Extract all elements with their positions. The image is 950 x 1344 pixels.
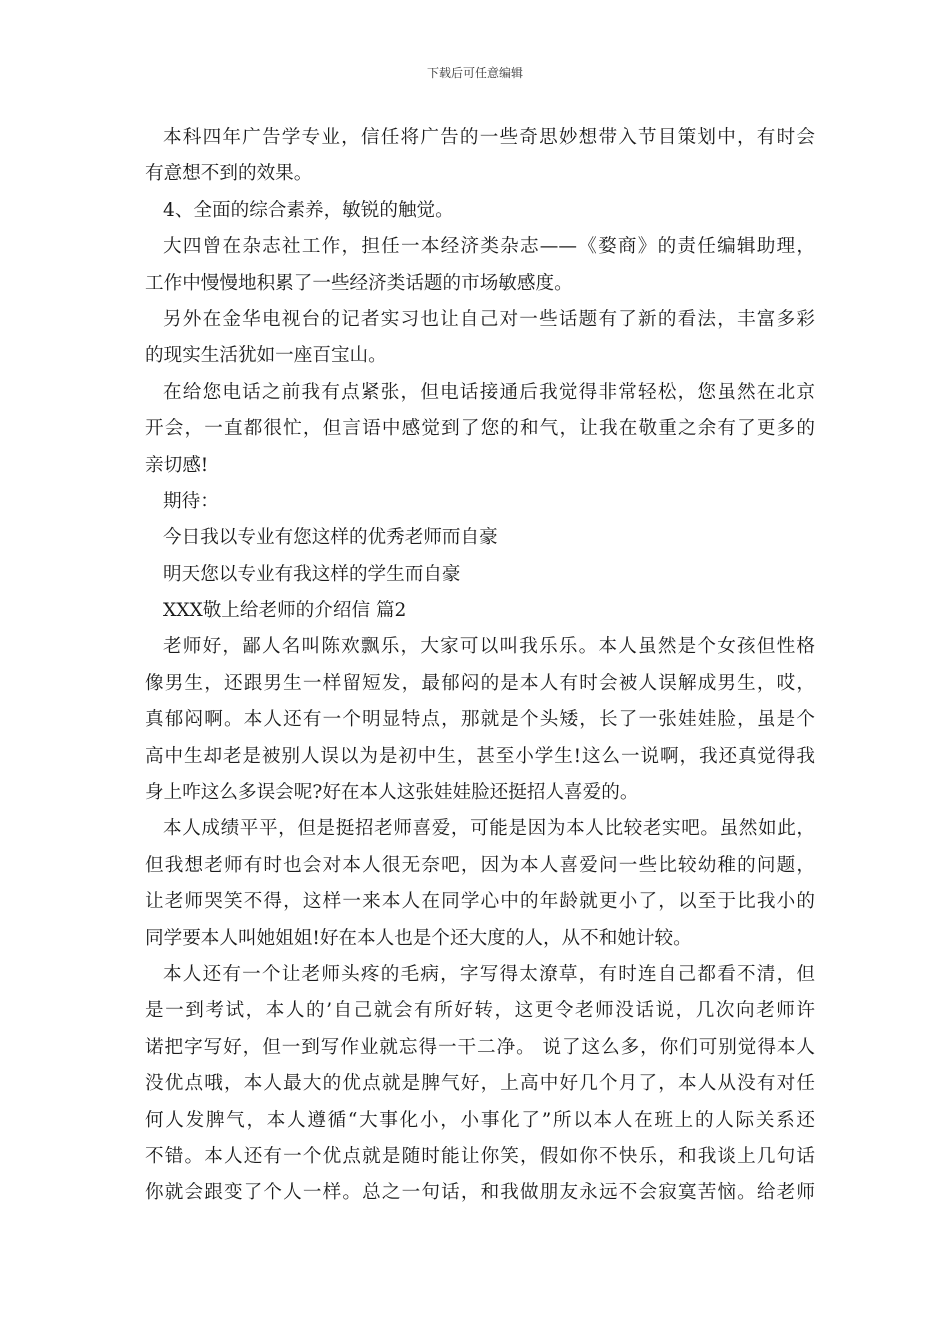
text-line: 明天您以专业有我这样的学生而自豪 xyxy=(163,563,461,585)
text-line: 老师好，鄙人名叫陈欢飘乐，大家可以叫我乐乐。本人虽然是个女孩但性格 xyxy=(163,636,815,658)
text-line: 像男生，还跟男生一样留短发，最郁闷的是本人有时会被人误解成男生，哎， xyxy=(145,672,815,694)
text-line: XXX敬上给老师的介绍信 篇2 xyxy=(163,600,407,622)
text-line: 是一到考试，本人的’自己就会有所好转，这更令老师没话说，几次向老师许 xyxy=(145,1000,815,1022)
text-line: 身上咋这么多误会呢?好在本人这张娃娃脸还挺招人喜爱的。 xyxy=(145,782,639,804)
paragraph xyxy=(145,193,815,229)
text-line: 本人还有一个让老师头疼的毛病，字写得太潦草，有时连自己都看不清，但 xyxy=(163,963,815,985)
document-body xyxy=(145,120,815,1212)
text-line: 但我想老师有时也会对本人很无奈吧，因为本人喜爱问一些比较幼稚的问题， xyxy=(145,854,815,876)
text-line: 工作中慢慢地积累了一些经济类话题的市场敏感度。 xyxy=(145,272,573,294)
paragraph xyxy=(145,120,815,193)
text-line: 期待： xyxy=(163,490,219,512)
paragraph xyxy=(145,520,815,556)
text-line: 在给您电话之前我有点紧张，但电话接通后我觉得非常轻松，您虽然在北京 xyxy=(163,381,815,403)
text-line: 亲切感! xyxy=(145,454,209,476)
paragraph xyxy=(145,957,815,1212)
paragraph xyxy=(145,229,815,302)
text-line: 本人成绩平平，但是挺招老师喜爱，可能是因为本人比较老实吧。虽然如此， xyxy=(163,818,815,840)
paragraph xyxy=(145,375,815,484)
text-line: 诺把字写好，但一到写作业就忘得一干二净。 说了这么多，你们可别觉得本人 xyxy=(145,1036,815,1058)
text-line: 没优点哦，本人最大的优点就是脾气好，上高中好几个月了，本人从没有对任 xyxy=(145,1073,815,1095)
text-line: 你就会跟变了个人一样。总之一句话，和我做朋友永远不会寂寞苦恼。给老师 xyxy=(145,1182,815,1204)
paragraph xyxy=(145,484,815,520)
text-line: 今日我以专业有您这样的优秀老师而自豪 xyxy=(163,527,498,549)
paragraph xyxy=(145,811,815,957)
text-line: 大四曾在杂志社工作，担任一本经济类杂志——《婺商》的责任编辑助理， xyxy=(163,236,815,258)
paragraph xyxy=(145,629,815,811)
text-line: 另外在金华电视台的记者实习也让自己对一些话题有了新的看法，丰富多彩 xyxy=(163,308,815,330)
text-line: 真郁闷啊。本人还有一个明显特点，那就是个头矮，长了一张娃娃脸，虽是个 xyxy=(145,709,815,731)
text-line: 的现实生活犹如一座百宝山。 xyxy=(145,345,387,367)
text-line: 开会，一直都很忙，但言语中感觉到了您的和气，让我在敬重之余有了更多的 xyxy=(145,418,815,440)
text-line: 本科四年广告学专业，信任将广告的一些奇思妙想带入节目策划中，有时会 xyxy=(163,127,815,148)
text-line: 4、全面的综合素养，敏锐的触觉。 xyxy=(163,199,454,221)
paragraph xyxy=(145,557,815,593)
text-line: 有意想不到的效果。 xyxy=(145,163,313,185)
section-title xyxy=(145,593,815,629)
paragraph xyxy=(145,302,815,375)
text-line: 让老师哭笑不得，这样一来本人在同学心中的年龄就更小了，以至于比我小的 xyxy=(145,891,815,913)
text-line: 同学要本人叫她姐姐!好在本人也是个还大度的人，从不和她计较。 xyxy=(145,927,692,949)
page-header: 下载后可任意编辑 xyxy=(426,66,523,80)
text-line: 不错。本人还有一个优点就是随时能让你笑，假如你不快乐，和我谈上几句话 xyxy=(145,1145,815,1167)
text-line: 高中生却老是被别人误以为是初中生，甚至小学生!这么一说啊，我还真觉得我 xyxy=(145,745,815,767)
text-line: 何人发脾气，本人遵循“大事化小，小事化了”所以本人在班上的人际关系还 xyxy=(145,1109,815,1131)
